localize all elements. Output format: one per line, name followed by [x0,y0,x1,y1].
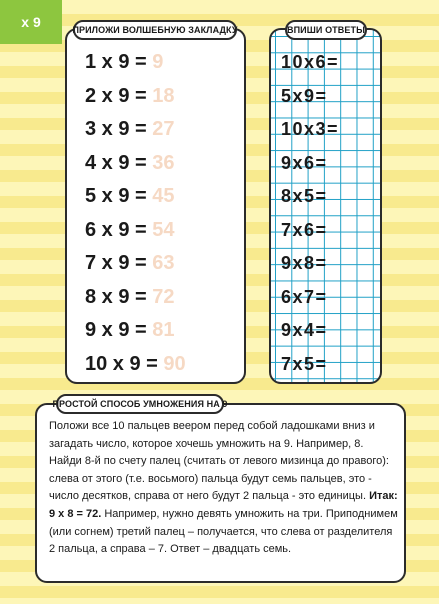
exercise-list [281,46,339,381]
faded-answer: 54 [152,218,175,241]
method-example-bold: Итак: 9 x 8 = 72. [49,490,398,520]
table-row [85,113,245,147]
equation-text: 6 x 9 = [85,218,153,241]
multiplication-table-panel [65,28,246,384]
exercise-row: 6x7= [281,286,328,307]
table-row [85,314,245,348]
equation-text: 10 x 9 = [85,352,164,375]
method-panel [35,403,406,583]
equation-text: 4 x 9 = [85,151,153,174]
faded-answer: 81 [152,319,175,341]
method-text-part-2: Например, нужно девять умножить на три. Приподнимем (или согнем) третий палец – получается, что слева от разделителя 2 пальца, а справа – 7. Ответ – двадцать семь. [49,507,398,556]
table-row [85,46,245,80]
exercise-row: 9x6= [281,152,328,173]
equation-text: 8 x 9 = [85,285,153,308]
faded-answer: 90 [163,352,186,375]
exercise-row: 10x3= [281,119,340,139]
answers-grid-panel [269,28,382,384]
equation-text: 9 x 9 = [85,319,153,341]
equation-text: 7 x 9 = [85,252,153,274]
table-row [85,281,245,315]
exercise-row: 7x6= [281,219,328,240]
table-row [85,147,245,181]
equation-text: 5 x 9 = [85,185,153,207]
table-row [85,247,245,281]
left-panel-title: ПРИЛОЖИ ВОЛШЕБНУЮ ЗАКЛАДКУ [73,20,237,40]
table-row [85,180,245,214]
exercise-row: 7x5= [281,353,328,374]
equation-text: 1 x 9 = [85,51,153,73]
faded-answer: 63 [152,252,175,274]
method-title: ПРОСТОЙ СПОСОБ УМНОЖЕНИЯ НА 9 [56,394,224,414]
table-row [85,348,245,382]
equation-text: 2 x 9 = [85,84,153,107]
exercise-row: 8x5= [281,186,328,206]
exercise-row: 5x9= [281,85,328,106]
faded-answer: 45 [152,185,175,207]
exercise-row: 9x4= [281,320,328,340]
faded-answer: 9 [152,51,164,73]
faded-answer: 72 [152,285,175,308]
exercise-row: 10x6= [281,52,340,72]
exercise-row: 9x8= [281,253,328,273]
multiplication-table [85,46,245,381]
table-row [85,214,245,248]
table-row [85,80,245,114]
equation-text: 3 x 9 = [85,118,153,140]
right-panel-title: ВПИШИ ОТВЕТЫ [285,20,367,40]
faded-answer: 27 [152,118,175,140]
faded-answer: 18 [152,84,175,107]
faded-answer: 36 [152,151,175,174]
method-text-part-1: Положи все 10 пальцев веером перед собой ладошками вниз и загадать число, которое хочешь умножить на 9. Например, 8. Найди 8-й по счету палец (считать от левого мизинца до правого): слева от этого (т.е. восьмого) пальца будут семь пальцев, это - число десятков, справа от него будут 2 пальца - это единицы. [49,420,389,503]
method-description [49,418,399,559]
section-tab: x 9 [0,0,62,44]
